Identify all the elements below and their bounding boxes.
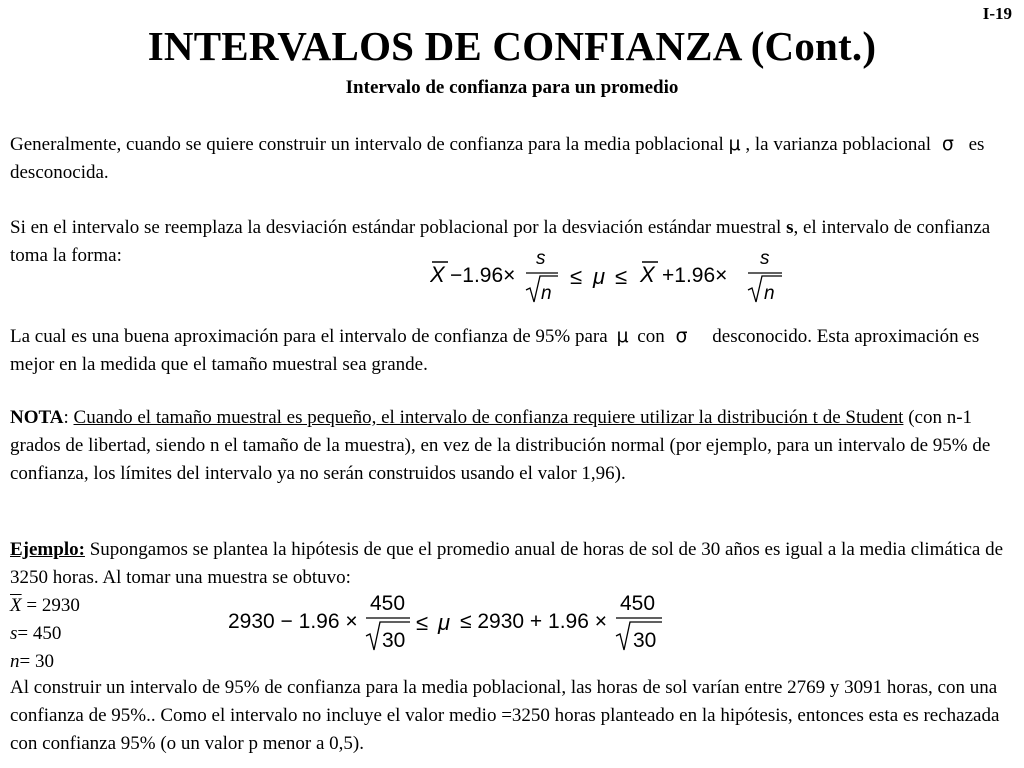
- formula-example-interval: [228, 590, 668, 654]
- sigma-symbol-icon: σ: [941, 133, 954, 155]
- paragraph-conclusion: Al construir un intervalo de 95% de confianza para la media poblacional, las horas de sol varían entre 2769 y 3091 horas, con una confianza de 95%.. Como el intervalo no incluye el valor medio =3250 horas planteado en la hipótesis, entonces esta es rechazada con confianza 95% (o un valor p menor a 0,5).: [10, 677, 1000, 754]
- slide-number: I-19: [982, 4, 1012, 23]
- paragraph-approximation: [10, 322, 1014, 379]
- xbar-symbol: X: [430, 262, 445, 287]
- approx-text-3: desconocido. Esta aproximación es mejor en la medida que el tamaño muestral sea grande.: [10, 326, 980, 375]
- sigma-symbol-icon-2: σ: [675, 325, 688, 347]
- sample-values: [10, 592, 210, 676]
- example-leq: ≤: [416, 610, 429, 635]
- plus-term: +1.96×: [662, 264, 728, 287]
- approx-text-1: La cual es una buena aproximación para el intervalo de confianza de 95% para: [10, 326, 608, 347]
- ejemplo-text: Supongamos se plantea la hipótesis de que el promedio anual de horas de sol de 30 años es igual a la media climática de 3250 horas. Al tomar una muestra se obtuvo:: [10, 539, 1004, 588]
- example-mu: μ: [438, 610, 451, 635]
- replacement-text-1: Si en el intervalo se reemplaza la desviación estándar poblacional por la desviación estándar muestral: [10, 217, 782, 238]
- mu-symbol: μ: [593, 264, 606, 289]
- n-line: [10, 648, 210, 676]
- xbar-value: = 2930: [21, 595, 80, 616]
- example-numerator-2: 450: [620, 592, 656, 615]
- paragraph-ejemplo: [10, 536, 1014, 592]
- s-symbol: s: [786, 217, 794, 238]
- example-mid: ≤ 2930 + 1.96 ×: [460, 610, 607, 633]
- paragraph-nota: [10, 404, 1014, 488]
- leq-symbol-2: ≤: [615, 264, 628, 289]
- leq-symbol: ≤: [570, 264, 583, 289]
- xbar-label: $\overline{X}$: [10, 595, 22, 616]
- nota-colon: :: [63, 407, 74, 428]
- example-denominator-2: 30: [633, 629, 657, 652]
- fraction-numerator: s: [536, 248, 546, 269]
- fraction-numerator-2: s: [760, 248, 770, 269]
- page-title: INTERVALOS DE CONFIANZA (Cont.): [147, 23, 877, 69]
- xbar-line: [10, 592, 210, 620]
- n-label: n: [10, 651, 20, 672]
- mu-symbol-icon: μ: [728, 133, 741, 155]
- s-line: [10, 620, 210, 648]
- intro-text-1: Generalmente, cuando se quiere construir un intervalo de confianza para la media poblacional: [10, 134, 724, 155]
- paragraph-intro: [10, 130, 1014, 187]
- xbar-symbol-2: X: [640, 262, 655, 287]
- mu-symbol-icon-2: μ: [616, 325, 629, 347]
- intro-text-2: , la varianza poblacional: [745, 134, 932, 155]
- replacement-text-2: , el intervalo de confianza toma la forma:: [10, 217, 991, 266]
- ejemplo-label: Ejemplo:: [10, 539, 85, 560]
- minus-term: −1.96×: [450, 264, 516, 287]
- nota-label: NOTA: [10, 407, 64, 428]
- example-numerator: 450: [370, 592, 406, 615]
- nota-underlined: Cuando el tamaño muestral es pequeño, el intervalo de confianza requiere utilizar la distribución t de Student: [73, 407, 904, 428]
- formula-general-svg: [430, 246, 790, 308]
- example-lhs: 2930 − 1.96 ×: [228, 610, 358, 633]
- s-value: = 450: [17, 623, 62, 644]
- s-label: s: [10, 623, 18, 644]
- page-subtitle: Intervalo de confianza para un promedio: [345, 77, 679, 98]
- fraction-denominator: n: [541, 283, 552, 304]
- formula-example-svg: [228, 590, 668, 654]
- fraction-denominator-2: n: [764, 283, 775, 304]
- formula-general-interval: [430, 246, 790, 308]
- example-denominator: 30: [382, 629, 406, 652]
- approx-text-2: con: [637, 326, 665, 347]
- n-value: = 30: [19, 651, 54, 672]
- intro-text-3: es desconocida.: [10, 134, 985, 183]
- nota-rest: (con n-1 grados de libertad, siendo n el tamaño de la muestra), en vez de la distribución normal (por ejemplo, para un intervalo de 95% de confianza, los límites del intervalo ya no serán construidos usando el valor 1,96).: [10, 407, 991, 484]
